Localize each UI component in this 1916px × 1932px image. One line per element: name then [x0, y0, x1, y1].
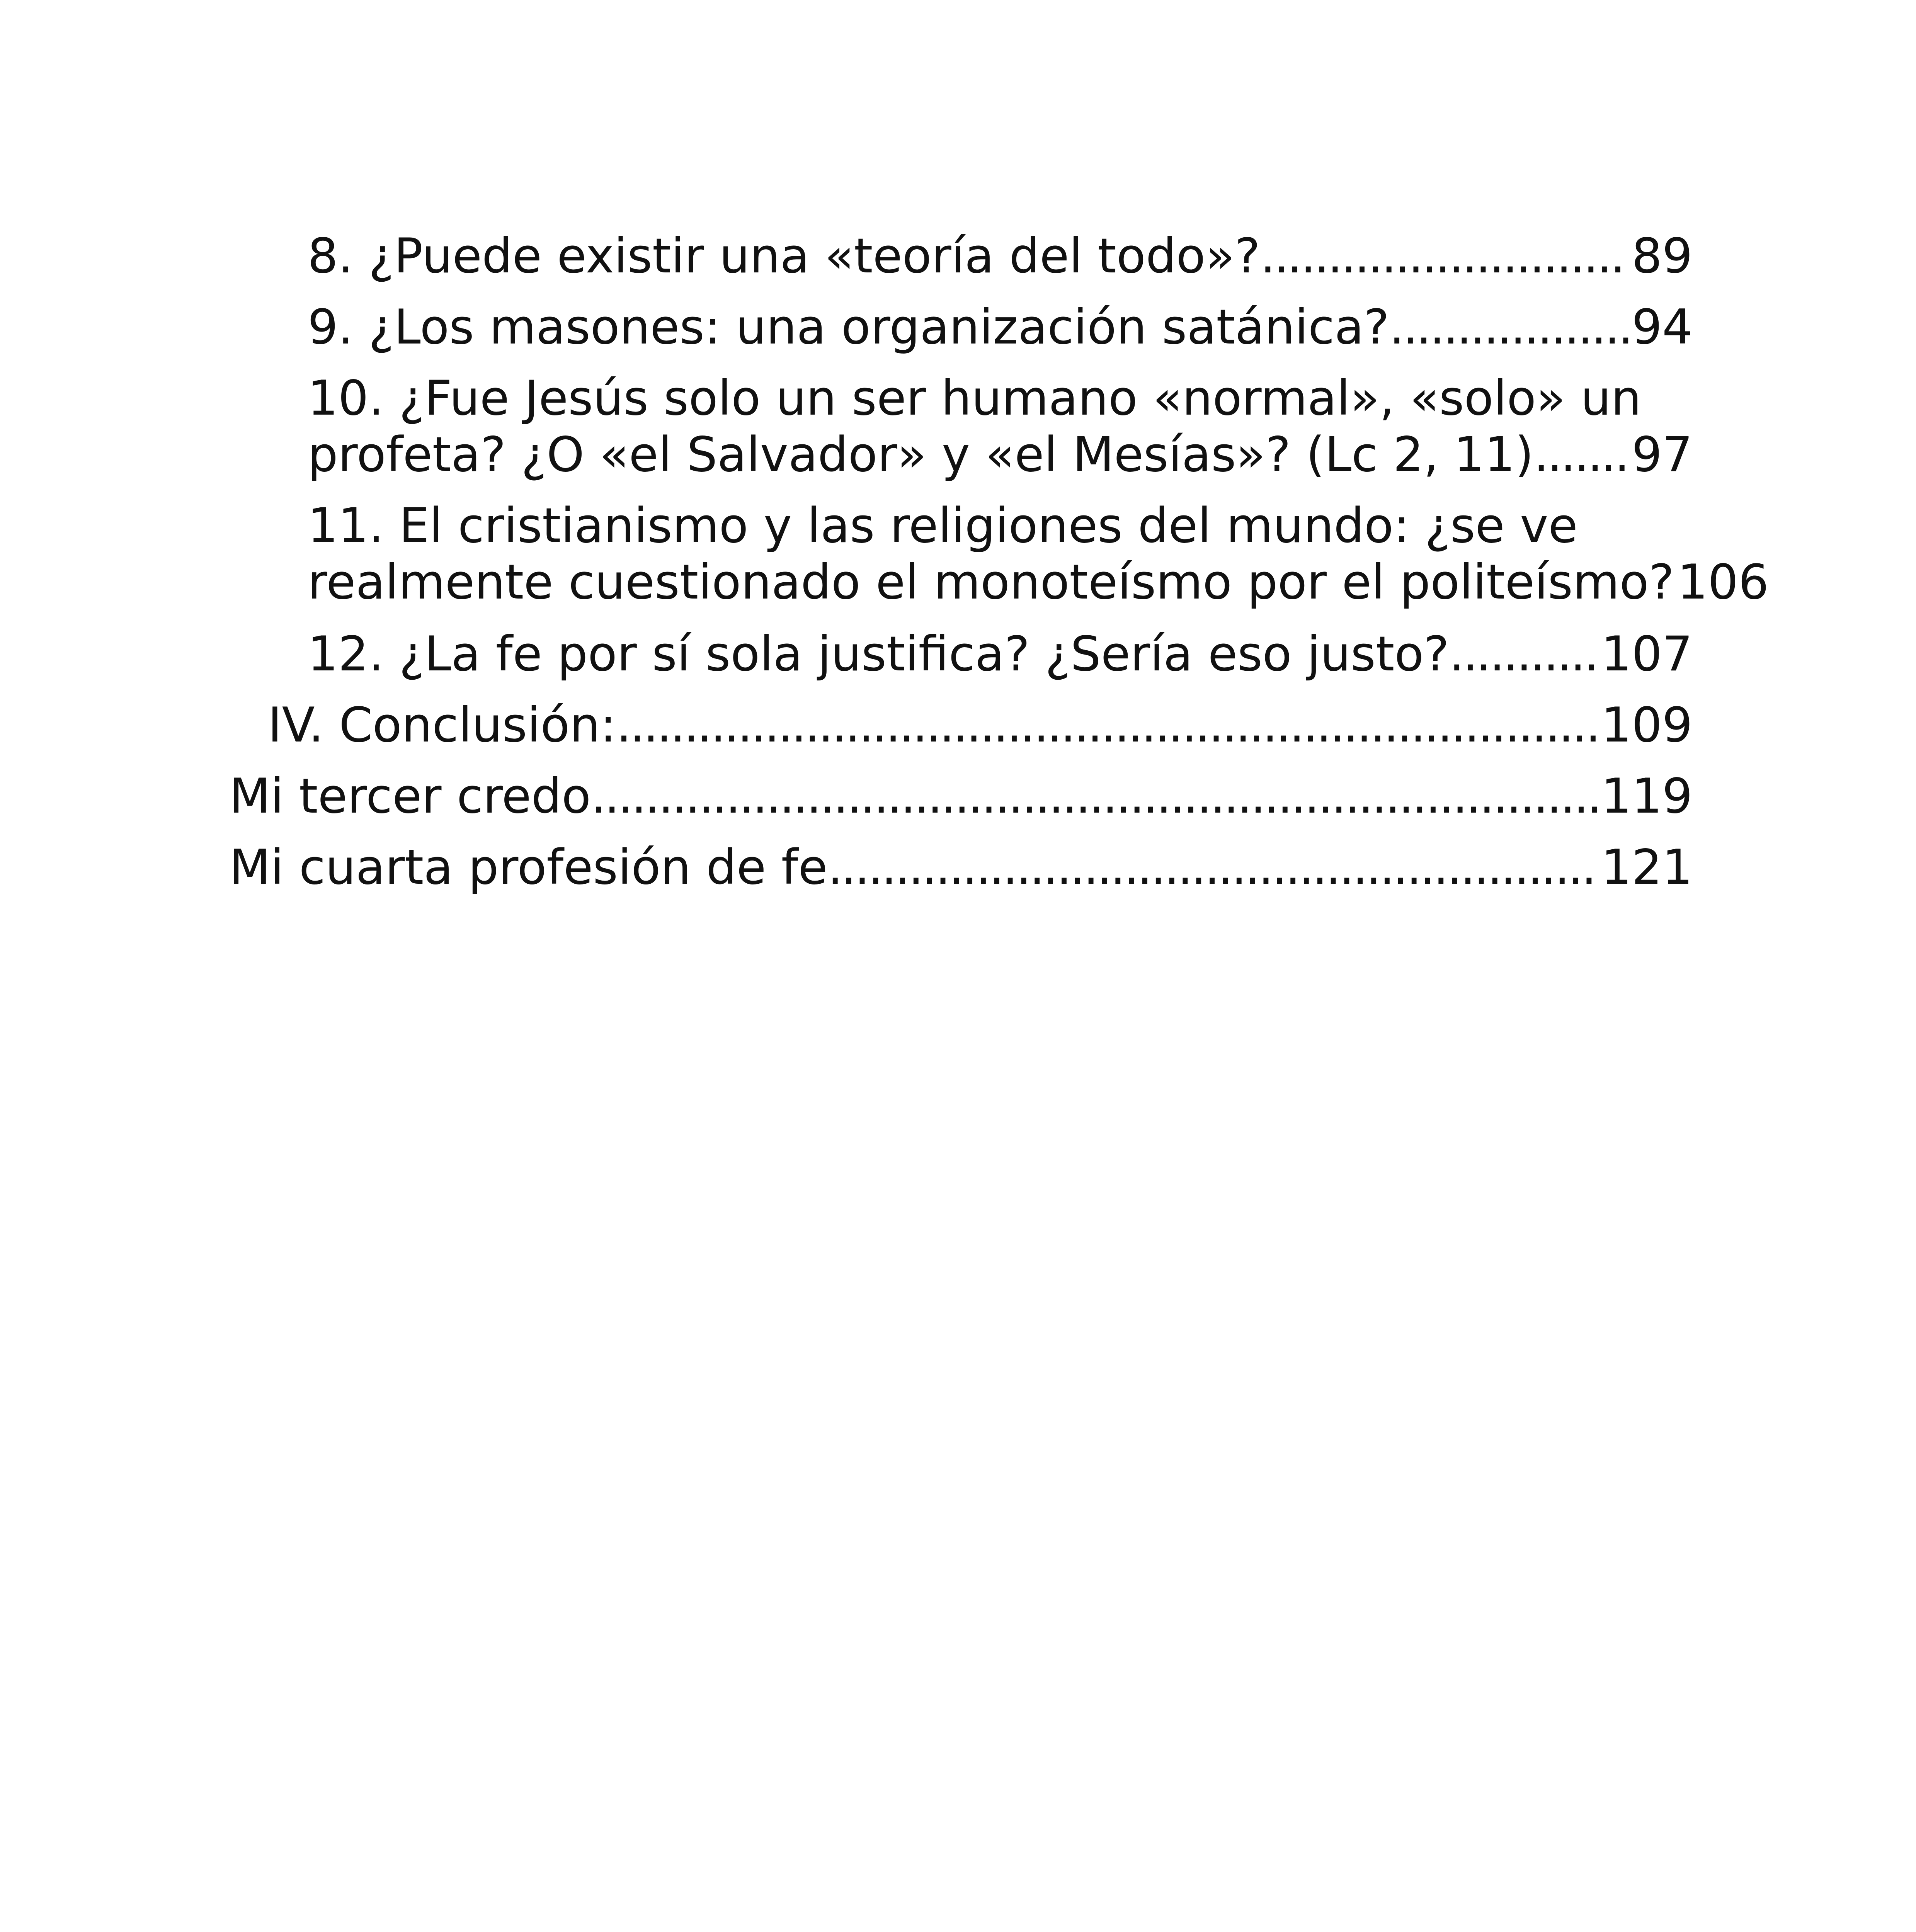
- toc-entry-page: 107: [1601, 626, 1693, 682]
- toc-entry-9[interactable]: [308, 299, 1693, 355]
- toc-entry-title: 9. ¿Los masones: una organización satánica?: [308, 299, 1390, 355]
- toc-entry-title: IV. Conclusión:: [268, 697, 616, 753]
- toc-entry-title: Mi tercer credo: [229, 769, 591, 824]
- toc-entry-title: Mi cuarta profesión de fe: [229, 840, 828, 895]
- toc-entry-11[interactable]: [308, 498, 1769, 611]
- toc-entry-title: 8. ¿Puede existir una «teoría del todo»?: [308, 228, 1261, 284]
- dot-leader: [591, 768, 1598, 825]
- toc-entry-page: 121: [1601, 840, 1693, 895]
- toc-entry-page: 106: [1677, 554, 1769, 610]
- toc-entry-10[interactable]: [308, 370, 1693, 483]
- dot-leader: [1260, 228, 1628, 284]
- toc-entry-page: 94: [1632, 299, 1693, 355]
- toc-entry-page: 89: [1632, 228, 1693, 284]
- toc-entry-title-line1: 11. El cristianismo y las religiones del mundo: ¿se ve: [308, 498, 1578, 554]
- toc-entry-8[interactable]: [308, 228, 1693, 284]
- toc-entry-page: 119: [1601, 769, 1693, 824]
- toc-entry-conclusion[interactable]: [268, 697, 1693, 753]
- toc-entry-title-line1: 10. ¿Fue Jesús solo un ser humano «normal», «solo» un: [308, 371, 1642, 426]
- dot-leader: [616, 697, 1598, 753]
- toc-entry-title-line2: realmente cuestionado el monoteísmo por el politeísmo?: [308, 554, 1674, 610]
- toc-entry-12[interactable]: [308, 626, 1693, 682]
- toc-entry-page: 109: [1601, 697, 1693, 753]
- dot-leader: [1389, 299, 1628, 355]
- toc-entry-title-line2: profeta? ¿O «el Salvador» y «el Mesías»? (Lc 2, 11): [308, 427, 1534, 483]
- toc-entry-page: 97: [1632, 427, 1693, 483]
- toc-entry-cuarta-profesion[interactable]: [229, 839, 1693, 896]
- toc-entry-tercer-credo[interactable]: [229, 768, 1693, 825]
- dot-leader: [1534, 427, 1629, 483]
- dot-leader: [828, 839, 1598, 896]
- dot-leader: [1449, 626, 1598, 682]
- toc-entry-title: 12. ¿La fe por sí sola justifica? ¿Sería eso justo?: [308, 626, 1450, 682]
